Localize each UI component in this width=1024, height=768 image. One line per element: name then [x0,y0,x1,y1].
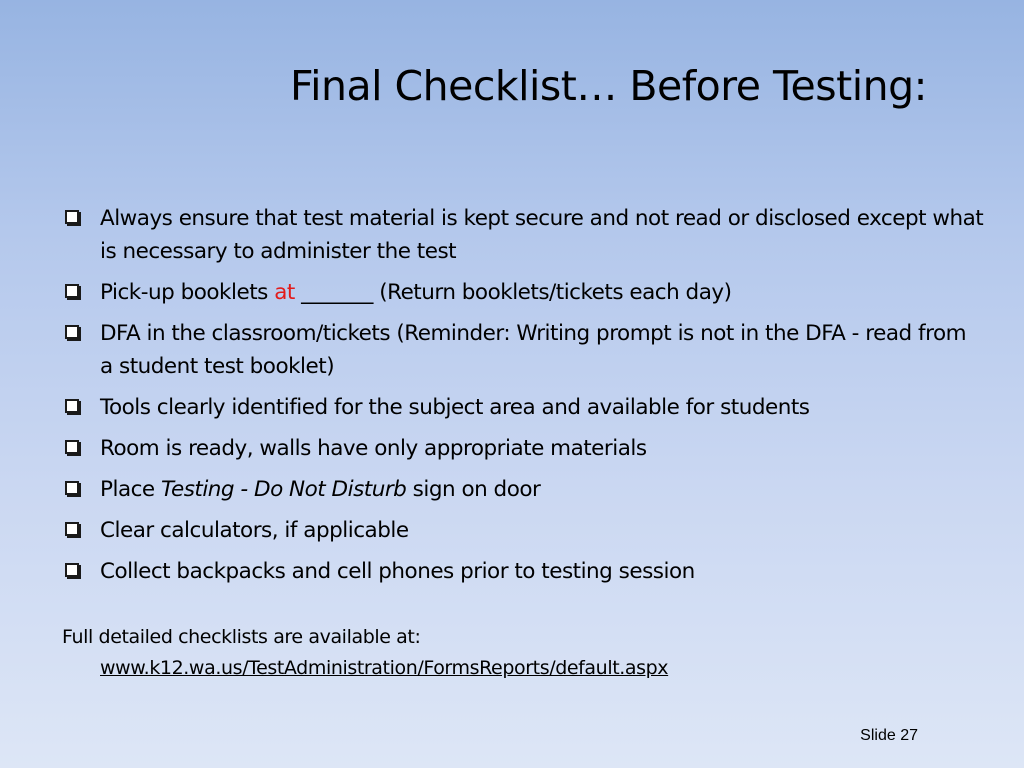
checkbox-icon [65,284,79,298]
checkbox-icon [65,210,79,224]
checkbox-icon [65,325,79,339]
checkbox-icon [65,481,79,495]
slide-title: Final Checklist… Before Testing: [290,62,927,110]
checklist-item-sign [64,473,984,506]
checklist-item-text-after: _______ (Return booklets/tickets each day) [294,280,732,305]
checklist-item-secure-material [64,202,984,268]
checklist-item-text: Room is ready, walls have only appropriate materials [100,436,647,461]
checklist-item-calculators [64,514,984,547]
checklist-item-text-before: Pick-up booklets [100,280,275,305]
checklist-item-text: Tools clearly identified for the subject area and available for students [100,395,810,420]
checklist-item-text-after: sign on door [406,477,541,502]
checkbox-icon [65,563,79,577]
footer-link[interactable]: www.k12.wa.us/TestAdministration/FormsReports/default.aspx [100,657,669,679]
checklist-item-highlight: at [274,280,295,305]
checklist-item-dfa-classroom [64,317,984,383]
checklist-item-tools [64,391,984,424]
checkbox-icon [65,399,79,413]
checklist-item-text: Always ensure that test material is kept secure and not read or disclosed except what is necessary to administer the test [100,206,984,264]
checklist-item-backpacks [64,555,984,588]
checklist [64,202,984,596]
checklist-item-text-before: Place [100,477,161,502]
footer-label: Full detailed checklists are available at: [62,626,421,648]
slide-number: Slide 27 [860,727,918,744]
checklist-item-text: DFA in the classroom/tickets (Reminder: Writing prompt is not in the DFA - read from a student test booklet) [100,321,967,379]
checkbox-icon [65,440,79,454]
checklist-item-pickup-booklets [64,276,984,309]
checklist-item-room-ready [64,432,984,465]
footer-note [62,622,962,684]
checklist-item-text: Clear calculators, if applicable [100,518,409,543]
checklist-item-text: Collect backpacks and cell phones prior to testing session [100,559,695,584]
checkbox-icon [65,522,79,536]
checklist-item-italic: Testing - Do Not Disturb [161,477,407,502]
